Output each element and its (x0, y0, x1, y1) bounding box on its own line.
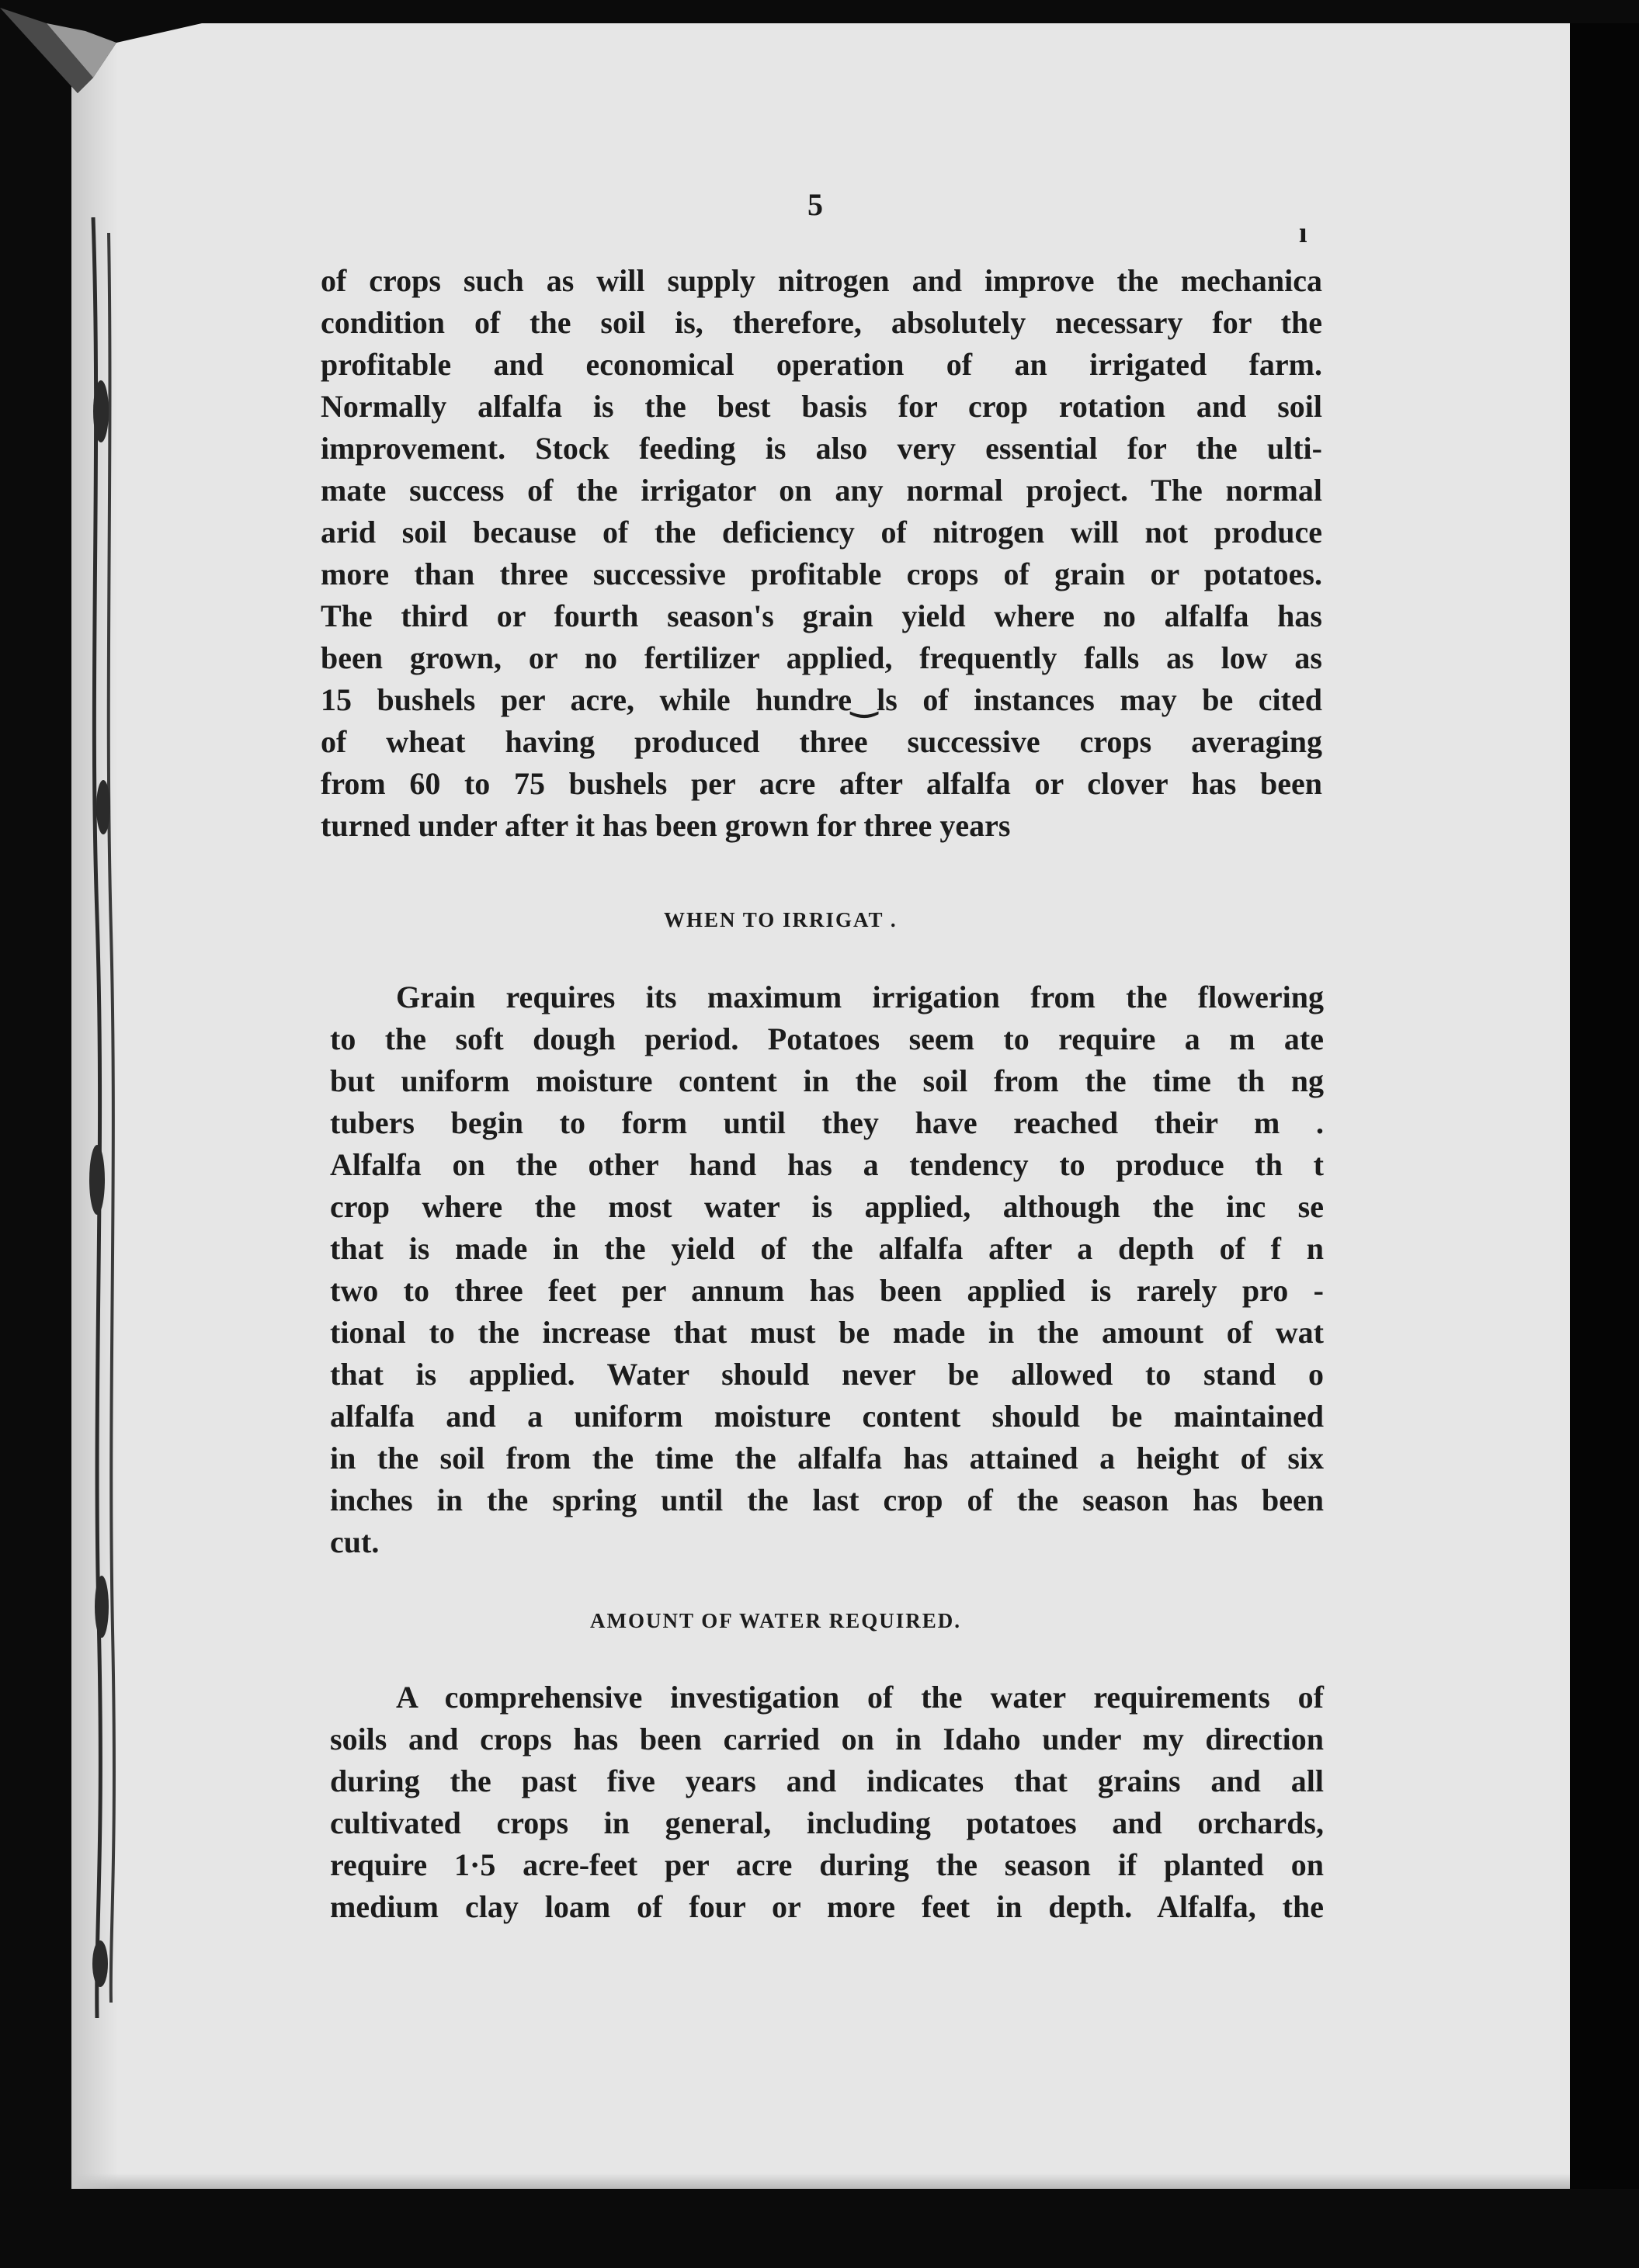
text-line: The third or fourth season's grain yield where no alfalfa has (321, 598, 1322, 633)
text-line: Alfalfa on the other hand has a tendency to produce th t (330, 1147, 1324, 1182)
text-line: inches in the spring until the last crop of the season has been (330, 1483, 1324, 1517)
text-line: turned under after it has been grown for three years (321, 808, 1011, 843)
text-line: tubers begin to form until they have reached their m . (330, 1105, 1324, 1140)
text-line: condition of the soil is, therefore, absolutely necessary for the (321, 305, 1322, 340)
text-line: more than three successive profitable crops of grain or potatoes. (321, 557, 1322, 591)
binding-stitches (74, 217, 128, 2018)
text-line: Grain requires its maximum irrigation from the flowering (396, 980, 1324, 1014)
text-line: to the soft dough period. Potatoes seem to require a m ate (330, 1021, 1324, 1056)
paragraph-amount-of-water (330, 1677, 1324, 1928)
text-line: Normally alfalfa is the best basis for crop rotation and soil (321, 389, 1322, 424)
text-line: of crops such as will supply nitrogen and improve the mechanica (321, 263, 1322, 298)
text-line: two to three feet per annum has been applied is rarely pro - (330, 1273, 1324, 1308)
text-line: A comprehensive investigation of the water requirements of (396, 1680, 1324, 1715)
text-line: require 1·5 acre-feet per acre during the season if planted on (330, 1847, 1324, 1882)
margin-mark: ı (1299, 217, 1307, 249)
text-line: in the soil from the time the alfalfa has attained a height of six (330, 1441, 1324, 1476)
paragraph-crop-rotation (321, 260, 1322, 847)
text-line: that is applied. Water should never be allowed to stand o (330, 1357, 1324, 1392)
text-line: from 60 to 75 bushels per acre after alfalfa or clover has been (321, 766, 1322, 801)
paragraph-when-to-irrigate (330, 976, 1324, 1563)
page-number: 5 (807, 187, 823, 222)
text-line: arid soil because of the deficiency of nitrogen will not produce (321, 515, 1322, 550)
section-heading-amount-of-water: AMOUNT OF WATER REQUIRED. (590, 1609, 962, 1632)
scan-border (1570, 23, 1639, 2189)
text-line: that is made in the yield of the alfalfa after a depth of f n (330, 1231, 1324, 1266)
text-line: profitable and economical operation of an irrigated farm. (321, 347, 1322, 382)
text-line: alfalfa and a uniform moisture content should be maintained (330, 1399, 1324, 1434)
text-line: crop where the most water is applied, although the inc se (330, 1189, 1324, 1224)
text-line: soils and crops has been carried on in Idaho under my direction (330, 1722, 1324, 1756)
text-line: but uniform moisture content in the soil from the time th ng (330, 1063, 1324, 1098)
text-line: during the past five years and indicates that grains and all (330, 1763, 1324, 1798)
section-heading-when-to-irrigate: WHEN TO IRRIGAT . (664, 908, 898, 931)
text-line: cut. (330, 1524, 380, 1559)
text-line: been grown, or no fertilizer applied, frequently falls as low as (321, 640, 1322, 675)
text-line: medium clay loam of four or more feet in depth. Alfalfa, the (330, 1889, 1324, 1924)
text-line: 15 bushels per acre, while hundre‿ls of instances may be cited (321, 682, 1322, 717)
text-line: mate success of the irrigator on any normal project. The normal (321, 473, 1322, 508)
folded-corner (0, 0, 202, 116)
text-line: of wheat having produced three successive crops averaging (321, 724, 1322, 759)
text-line: cultivated crops in general, including potatoes and orchards, (330, 1805, 1324, 1840)
text-line: improvement. Stock feeding is also very essential for the ulti- (321, 431, 1322, 466)
text-line: tional to the increase that must be made in the amount of wat (330, 1315, 1324, 1350)
